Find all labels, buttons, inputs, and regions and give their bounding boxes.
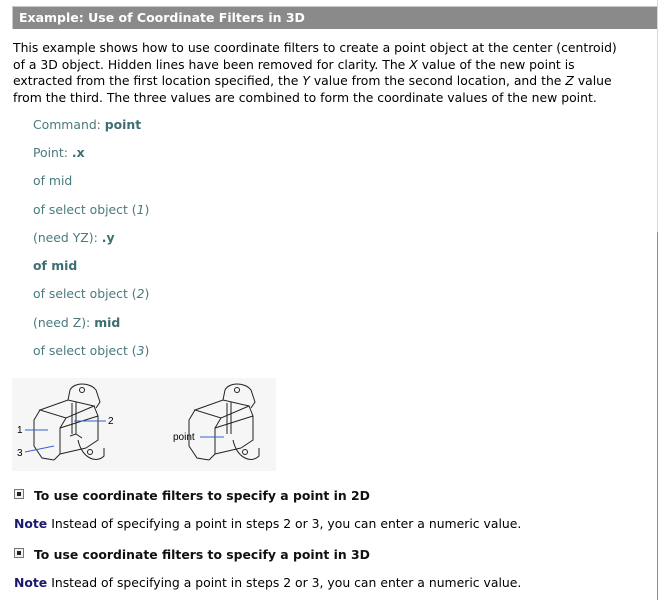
command-line-7: of select object (2) xyxy=(33,286,150,301)
intro-line-3: extracted from the first location specified, the Y value from the second location, and the Z value xyxy=(13,73,612,88)
intro-line-2: of a 3D object. Hidden lines have been removed for clarity. The X value of the new point is xyxy=(13,56,575,72)
command-line-3: of mid xyxy=(33,173,73,188)
note-text: Instead of specifying a point in steps 2 or 3, you can enter a numeric value. xyxy=(51,575,522,590)
note-label: Note xyxy=(14,516,48,531)
3d-bracket-diagram xyxy=(12,378,276,471)
note-text: Instead of specifying a point in steps 2 or 3, you can enter a numeric value. xyxy=(51,516,522,531)
command-line-6: of mid xyxy=(33,258,78,273)
procedure-3d-toggle[interactable] xyxy=(14,547,370,562)
callout-2: 2 xyxy=(108,416,114,427)
bracket-object-right xyxy=(189,384,259,460)
command-line-4: of select object (1) xyxy=(33,202,150,217)
command-line-5: (need YZ): .y xyxy=(33,230,115,245)
intro-paragraph xyxy=(13,40,658,106)
page-border xyxy=(657,0,658,232)
command-line-9: of select object (3) xyxy=(33,343,150,358)
callout-3: 3 xyxy=(17,448,23,459)
note-label: Note xyxy=(14,575,48,590)
note-2d xyxy=(14,516,521,531)
intro-line-1: This example shows how to use coordinate filters to create a point object at the center (centroid) xyxy=(13,40,617,55)
bracket-object-left xyxy=(34,384,104,460)
command-line-8: (need Z): mid xyxy=(33,315,121,330)
callout-point: point xyxy=(173,432,195,443)
procedure-2d-toggle[interactable] xyxy=(14,488,370,503)
section-header xyxy=(12,6,657,29)
command-line-2: Point: .x xyxy=(33,145,85,160)
callout-1: 1 xyxy=(17,425,23,436)
coordinate-filter-illustration xyxy=(12,378,276,471)
expand-icon[interactable] xyxy=(14,548,24,558)
command-line-1: Command: point xyxy=(33,117,142,132)
note-3d xyxy=(14,575,521,590)
section-title: Example: Use of Coordinate Filters in 3D xyxy=(19,10,305,25)
intro-line-4: from the third. The three values are combined to form the coordinate values of the new point. xyxy=(13,89,597,105)
procedure-3d-label[interactable]: To use coordinate filters to specify a point in 3D xyxy=(34,547,370,562)
procedure-2d-label[interactable]: To use coordinate filters to specify a point in 2D xyxy=(34,488,370,503)
scrollbar-edge xyxy=(657,232,658,600)
expand-icon[interactable] xyxy=(14,489,24,499)
